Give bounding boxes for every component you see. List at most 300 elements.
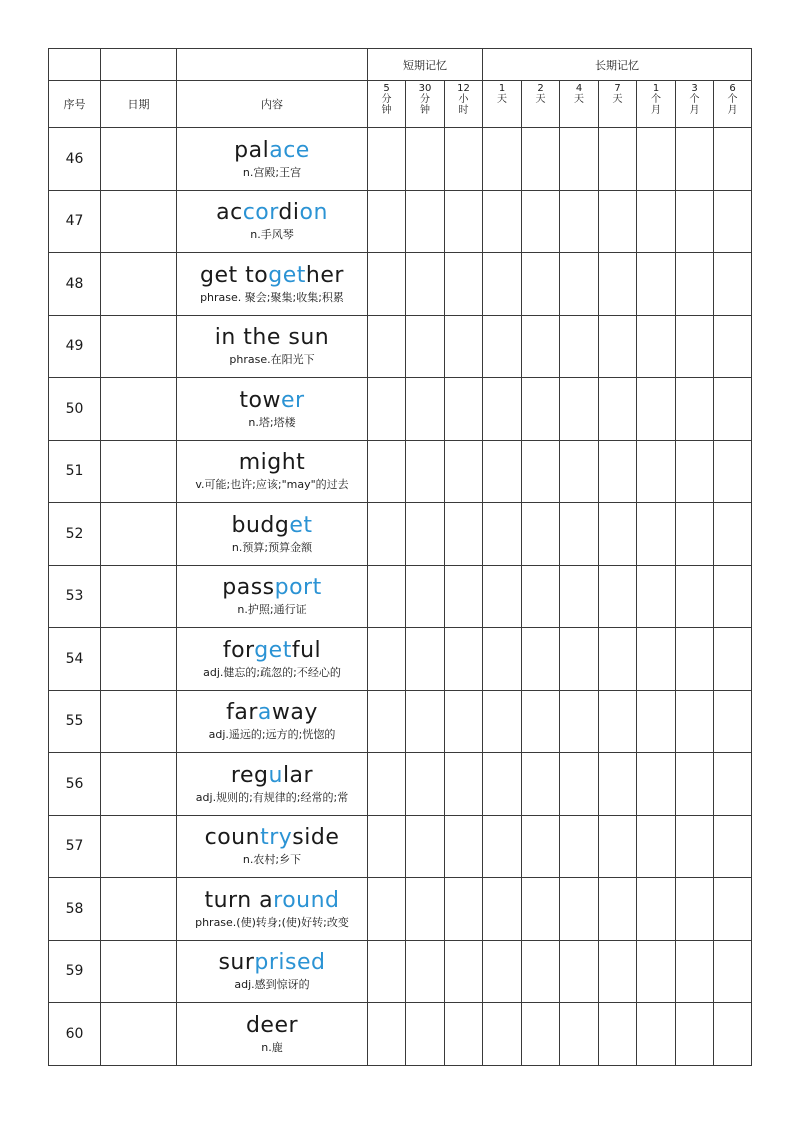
word-highlight-segment: get xyxy=(268,262,306,288)
review-check-cell[interactable] xyxy=(406,253,445,316)
review-check-cell[interactable] xyxy=(368,878,406,941)
review-check-cell[interactable] xyxy=(637,628,676,691)
word-highlight-segment: u xyxy=(268,762,283,788)
review-check-cell[interactable] xyxy=(483,753,522,816)
table-row xyxy=(49,815,752,878)
word-meaning: n.手风琴 xyxy=(250,228,294,242)
long-term-slot-header xyxy=(676,81,714,128)
review-check-cell[interactable] xyxy=(599,128,637,191)
table-row xyxy=(49,690,752,753)
date-cell[interactable] xyxy=(101,1003,177,1066)
short-term-slot-header xyxy=(406,81,445,128)
word-segment: get to xyxy=(200,262,269,288)
review-check-cell[interactable] xyxy=(445,1003,483,1066)
review-check-cell[interactable] xyxy=(406,753,445,816)
review-check-cell[interactable] xyxy=(714,690,752,753)
word-meaning: adj.感到惊讶的 xyxy=(234,978,310,992)
word-segment: way xyxy=(271,700,318,726)
word-segment: budg xyxy=(231,512,290,538)
slot-header-text: 天 xyxy=(535,94,546,105)
date-cell[interactable] xyxy=(101,878,177,941)
review-check-cell[interactable] xyxy=(445,315,483,378)
review-check-cell[interactable] xyxy=(676,565,714,628)
date-cell[interactable] xyxy=(101,503,177,566)
review-check-cell[interactable] xyxy=(676,440,714,503)
vocab-word xyxy=(177,700,367,726)
review-check-cell[interactable] xyxy=(406,440,445,503)
review-check-cell[interactable] xyxy=(676,190,714,253)
vocab-word xyxy=(177,763,367,789)
review-check-cell[interactable] xyxy=(522,815,560,878)
word-meaning: n.农村;乡下 xyxy=(242,853,302,867)
review-check-cell[interactable] xyxy=(676,628,714,691)
review-check-cell[interactable] xyxy=(406,190,445,253)
review-check-cell[interactable] xyxy=(445,503,483,566)
table-row xyxy=(49,940,752,1003)
slot-header-text: 12 xyxy=(457,83,470,94)
review-check-cell[interactable] xyxy=(483,565,522,628)
review-check-cell[interactable] xyxy=(599,753,637,816)
header-blank-content xyxy=(177,49,368,81)
word-segment: far xyxy=(226,700,258,726)
memory-review-table xyxy=(48,48,752,1066)
review-check-cell[interactable] xyxy=(637,253,676,316)
review-check-cell[interactable] xyxy=(483,440,522,503)
review-check-cell[interactable] xyxy=(483,815,522,878)
review-check-cell[interactable] xyxy=(368,815,406,878)
long-term-slot-header xyxy=(599,81,637,128)
row-index: 48 xyxy=(49,253,101,316)
date-cell[interactable] xyxy=(101,440,177,503)
slot-header-text: 3 xyxy=(691,83,698,94)
review-check-cell[interactable] xyxy=(637,378,676,441)
review-check-cell[interactable] xyxy=(676,1003,714,1066)
column-header-content: 内容 xyxy=(177,81,368,128)
word-meaning: phrase. 聚会;聚集;收集;积累 xyxy=(200,290,344,304)
review-check-cell[interactable] xyxy=(676,878,714,941)
content-cell xyxy=(177,878,368,941)
table-row xyxy=(49,378,752,441)
review-check-cell[interactable] xyxy=(637,753,676,816)
review-check-cell[interactable] xyxy=(483,628,522,691)
review-check-cell[interactable] xyxy=(368,753,406,816)
review-check-cell[interactable] xyxy=(599,565,637,628)
review-check-cell[interactable] xyxy=(522,690,560,753)
long-term-slot-header xyxy=(560,81,599,128)
long-term-slot-header xyxy=(714,81,752,128)
review-check-cell[interactable] xyxy=(522,315,560,378)
review-check-cell[interactable] xyxy=(676,690,714,753)
table-row xyxy=(49,128,752,191)
review-check-cell[interactable] xyxy=(522,753,560,816)
review-check-cell[interactable] xyxy=(522,940,560,1003)
review-check-cell[interactable] xyxy=(714,753,752,816)
table-row xyxy=(49,628,752,691)
review-check-cell[interactable] xyxy=(599,253,637,316)
word-segment: reg xyxy=(230,762,269,788)
review-check-cell[interactable] xyxy=(637,440,676,503)
review-check-cell[interactable] xyxy=(522,565,560,628)
review-check-cell[interactable] xyxy=(522,1003,560,1066)
review-check-cell[interactable] xyxy=(406,690,445,753)
review-check-cell[interactable] xyxy=(483,503,522,566)
review-check-cell[interactable] xyxy=(599,628,637,691)
review-check-cell[interactable] xyxy=(676,128,714,191)
table-row xyxy=(49,565,752,628)
review-check-cell[interactable] xyxy=(445,628,483,691)
review-check-cell[interactable] xyxy=(406,315,445,378)
slot-header-text: 4 xyxy=(575,83,583,94)
review-check-cell[interactable] xyxy=(676,315,714,378)
word-meaning: adj.遥远的;远方的;恍惚的 xyxy=(208,728,336,742)
slot-header-text: 7 xyxy=(614,83,621,94)
slot-header-text: 分 xyxy=(381,94,392,105)
review-check-cell[interactable] xyxy=(406,1003,445,1066)
row-index: 60 xyxy=(49,1003,101,1066)
review-check-cell[interactable] xyxy=(368,628,406,691)
content-cell xyxy=(177,628,368,691)
date-cell[interactable] xyxy=(101,565,177,628)
header-row-columns xyxy=(49,81,752,128)
review-check-cell[interactable] xyxy=(560,878,599,941)
slot-header-text: 天 xyxy=(497,94,507,105)
review-check-cell[interactable] xyxy=(406,128,445,191)
review-check-cell[interactable] xyxy=(368,440,406,503)
word-meaning: phrase.在阳光下 xyxy=(229,353,315,367)
review-check-cell[interactable] xyxy=(637,815,676,878)
word-highlight-segment: prised xyxy=(254,950,326,976)
review-check-cell[interactable] xyxy=(560,753,599,816)
review-check-cell[interactable] xyxy=(599,940,637,1003)
date-cell[interactable] xyxy=(101,253,177,316)
vocab-word xyxy=(177,263,367,289)
row-index: 49 xyxy=(49,315,101,378)
row-index: 57 xyxy=(49,815,101,878)
content-cell xyxy=(177,440,368,503)
review-check-cell[interactable] xyxy=(483,690,522,753)
short-term-slot-header xyxy=(445,81,483,128)
review-check-cell[interactable] xyxy=(714,878,752,941)
table-row xyxy=(49,878,752,941)
review-check-cell[interactable] xyxy=(637,1003,676,1066)
review-check-cell[interactable] xyxy=(483,253,522,316)
content-cell xyxy=(177,753,368,816)
review-check-cell[interactable] xyxy=(637,190,676,253)
word-meaning: adj.规则的;有规律的;经常的;常 xyxy=(195,790,349,804)
word-meaning: n.护照;通行证 xyxy=(237,603,307,617)
review-check-cell[interactable] xyxy=(714,815,752,878)
review-check-cell[interactable] xyxy=(445,128,483,191)
review-check-cell[interactable] xyxy=(445,940,483,1003)
vocab-word xyxy=(177,888,367,914)
review-check-cell[interactable] xyxy=(637,315,676,378)
review-check-cell[interactable] xyxy=(714,190,752,253)
word-meaning: v.可能;也许;应该;"may"的过去 xyxy=(195,478,349,492)
word-meaning: n.鹿 xyxy=(261,1040,283,1054)
review-check-cell[interactable] xyxy=(714,315,752,378)
long-term-slot-header xyxy=(483,81,522,128)
review-check-cell[interactable] xyxy=(445,378,483,441)
review-check-cell[interactable] xyxy=(522,503,560,566)
review-check-cell[interactable] xyxy=(714,940,752,1003)
row-index: 59 xyxy=(49,940,101,1003)
word-meaning: n.宫殿;王宫 xyxy=(242,165,302,179)
row-index: 47 xyxy=(49,190,101,253)
word-segment: in the sun xyxy=(214,325,330,351)
review-check-cell[interactable] xyxy=(522,253,560,316)
row-index: 54 xyxy=(49,628,101,691)
slot-header-text: 钟 xyxy=(381,105,392,116)
row-index: 53 xyxy=(49,565,101,628)
review-check-cell[interactable] xyxy=(522,190,560,253)
word-highlight-segment: on xyxy=(299,200,328,226)
content-cell xyxy=(177,378,368,441)
date-cell[interactable] xyxy=(101,128,177,191)
review-check-cell[interactable] xyxy=(445,440,483,503)
word-highlight-segment: er xyxy=(281,387,305,413)
word-meaning: phrase.(使)转身;(使)好转;改变 xyxy=(195,915,349,929)
word-segment: deer xyxy=(245,1012,299,1038)
vocab-word xyxy=(177,200,367,226)
vocab-word xyxy=(177,575,367,601)
review-check-cell[interactable] xyxy=(560,815,599,878)
row-index: 55 xyxy=(49,690,101,753)
review-check-cell[interactable] xyxy=(560,565,599,628)
slot-header-text: 1 xyxy=(498,83,506,94)
review-check-cell[interactable] xyxy=(599,503,637,566)
table-row xyxy=(49,253,752,316)
row-index: 58 xyxy=(49,878,101,941)
review-check-cell[interactable] xyxy=(406,503,445,566)
table-row xyxy=(49,753,752,816)
slot-header-text: 30 xyxy=(418,83,432,94)
slot-header-text: 5 xyxy=(383,83,390,94)
word-highlight-segment: a xyxy=(257,700,272,726)
slot-header-text: 月 xyxy=(651,105,661,116)
review-check-cell[interactable] xyxy=(445,753,483,816)
review-check-cell[interactable] xyxy=(560,628,599,691)
vocab-word xyxy=(177,450,367,476)
review-check-cell[interactable] xyxy=(599,878,637,941)
date-cell[interactable] xyxy=(101,378,177,441)
row-index: 50 xyxy=(49,378,101,441)
review-check-cell[interactable] xyxy=(637,503,676,566)
content-cell xyxy=(177,565,368,628)
vocab-word xyxy=(177,388,367,414)
short-term-header: 短期记忆 xyxy=(368,49,483,81)
vocab-word xyxy=(177,638,367,664)
word-segment: h xyxy=(305,262,321,288)
table-row xyxy=(49,1003,752,1066)
review-check-cell[interactable] xyxy=(676,503,714,566)
slot-header-text: 月 xyxy=(689,105,700,116)
slot-header-text: 时 xyxy=(458,105,469,116)
review-check-cell[interactable] xyxy=(368,940,406,1003)
word-segment: turn a xyxy=(204,887,274,913)
review-check-cell[interactable] xyxy=(714,253,752,316)
word-highlight-segment: get xyxy=(254,637,292,663)
review-check-cell[interactable] xyxy=(714,440,752,503)
row-index: 51 xyxy=(49,440,101,503)
table-row xyxy=(49,503,752,566)
review-check-cell[interactable] xyxy=(714,628,752,691)
review-check-cell[interactable] xyxy=(368,690,406,753)
review-check-cell[interactable] xyxy=(522,440,560,503)
review-check-cell[interactable] xyxy=(368,378,406,441)
long-term-slot-header xyxy=(637,81,676,128)
column-header-index: 序号 xyxy=(49,81,101,128)
word-segment: ac xyxy=(216,200,243,226)
review-check-cell[interactable] xyxy=(560,128,599,191)
review-check-cell[interactable] xyxy=(560,190,599,253)
slot-header-text: 钟 xyxy=(420,105,430,116)
review-check-cell[interactable] xyxy=(445,253,483,316)
content-cell xyxy=(177,503,368,566)
review-check-cell[interactable] xyxy=(368,565,406,628)
date-cell[interactable] xyxy=(101,753,177,816)
row-index: 46 xyxy=(49,128,101,191)
date-cell[interactable] xyxy=(101,315,177,378)
word-highlight-segment: round xyxy=(273,887,340,913)
content-cell xyxy=(177,690,368,753)
review-check-cell[interactable] xyxy=(368,190,406,253)
review-check-cell[interactable] xyxy=(599,190,637,253)
word-segment: er xyxy=(320,262,344,288)
review-check-cell[interactable] xyxy=(560,378,599,441)
review-check-cell[interactable] xyxy=(522,128,560,191)
slot-header-text: 个 xyxy=(727,94,738,105)
review-check-cell[interactable] xyxy=(368,128,406,191)
review-check-cell[interactable] xyxy=(599,440,637,503)
review-check-cell[interactable] xyxy=(676,378,714,441)
review-check-cell[interactable] xyxy=(522,628,560,691)
content-cell xyxy=(177,1003,368,1066)
review-check-cell[interactable] xyxy=(483,940,522,1003)
column-header-date: 日期 xyxy=(101,81,177,128)
header-blank-index xyxy=(49,49,101,81)
review-check-cell[interactable] xyxy=(676,253,714,316)
word-segment: might xyxy=(238,450,306,476)
review-check-cell[interactable] xyxy=(560,940,599,1003)
review-check-cell[interactable] xyxy=(483,128,522,191)
review-check-cell[interactable] xyxy=(445,565,483,628)
word-segment: tow xyxy=(239,387,281,413)
review-check-cell[interactable] xyxy=(406,628,445,691)
content-cell xyxy=(177,815,368,878)
review-check-cell[interactable] xyxy=(406,815,445,878)
content-cell xyxy=(177,128,368,191)
review-check-cell[interactable] xyxy=(445,690,483,753)
review-check-cell[interactable] xyxy=(560,1003,599,1066)
review-check-cell[interactable] xyxy=(406,878,445,941)
review-check-cell[interactable] xyxy=(406,378,445,441)
review-check-cell[interactable] xyxy=(637,690,676,753)
word-segment: for xyxy=(222,637,255,663)
review-check-cell[interactable] xyxy=(599,1003,637,1066)
header-blank-date xyxy=(101,49,177,81)
slot-header-text: 个 xyxy=(689,94,700,105)
review-check-cell[interactable] xyxy=(445,190,483,253)
review-check-cell[interactable] xyxy=(637,940,676,1003)
row-index: 56 xyxy=(49,753,101,816)
review-check-cell[interactable] xyxy=(676,753,714,816)
review-check-cell[interactable] xyxy=(445,878,483,941)
slot-header-text: 小 xyxy=(458,94,469,105)
date-cell[interactable] xyxy=(101,628,177,691)
date-cell[interactable] xyxy=(101,940,177,1003)
review-check-cell[interactable] xyxy=(560,315,599,378)
word-segment: sur xyxy=(218,950,255,976)
review-check-cell[interactable] xyxy=(368,253,406,316)
review-check-cell[interactable] xyxy=(560,253,599,316)
review-check-cell[interactable] xyxy=(676,815,714,878)
word-segment: pal xyxy=(234,137,270,163)
word-segment: di xyxy=(278,200,300,226)
word-segment: ful xyxy=(291,637,322,663)
word-highlight-segment: ace xyxy=(269,137,310,163)
slot-header-text: 个 xyxy=(651,94,661,105)
review-check-cell[interactable] xyxy=(483,378,522,441)
review-check-cell[interactable] xyxy=(714,503,752,566)
date-cell[interactable] xyxy=(101,815,177,878)
review-check-cell[interactable] xyxy=(637,128,676,191)
slot-header-text: 1 xyxy=(652,83,660,94)
review-check-cell[interactable] xyxy=(483,1003,522,1066)
slot-header-text: 天 xyxy=(574,94,584,105)
review-check-cell[interactable] xyxy=(599,690,637,753)
table-row xyxy=(49,440,752,503)
review-check-cell[interactable] xyxy=(714,378,752,441)
long-term-header: 长期记忆 xyxy=(483,49,752,81)
review-check-cell[interactable] xyxy=(368,315,406,378)
long-term-slot-header xyxy=(522,81,560,128)
review-check-cell[interactable] xyxy=(599,378,637,441)
review-check-cell[interactable] xyxy=(560,440,599,503)
word-segment: side xyxy=(292,825,340,851)
word-segment: lar xyxy=(282,762,314,788)
review-check-cell[interactable] xyxy=(599,315,637,378)
review-check-cell[interactable] xyxy=(445,815,483,878)
review-check-cell[interactable] xyxy=(406,940,445,1003)
date-cell[interactable] xyxy=(101,190,177,253)
vocab-word xyxy=(177,138,367,164)
review-check-cell[interactable] xyxy=(637,878,676,941)
review-check-cell[interactable] xyxy=(522,378,560,441)
review-check-cell[interactable] xyxy=(483,190,522,253)
review-check-cell[interactable] xyxy=(599,815,637,878)
word-meaning: n.塔;塔楼 xyxy=(248,415,296,429)
review-check-cell[interactable] xyxy=(714,1003,752,1066)
review-check-cell[interactable] xyxy=(483,315,522,378)
review-check-cell[interactable] xyxy=(406,565,445,628)
review-check-cell[interactable] xyxy=(676,940,714,1003)
short-term-slot-header xyxy=(368,81,406,128)
slot-header-text: 分 xyxy=(420,94,430,105)
review-check-cell[interactable] xyxy=(560,503,599,566)
review-check-cell[interactable] xyxy=(714,128,752,191)
vocab-word xyxy=(177,325,367,351)
review-check-cell[interactable] xyxy=(368,503,406,566)
date-cell[interactable] xyxy=(101,690,177,753)
table-row xyxy=(49,190,752,253)
review-check-cell[interactable] xyxy=(483,878,522,941)
review-check-cell[interactable] xyxy=(368,1003,406,1066)
review-check-cell[interactable] xyxy=(560,690,599,753)
review-check-cell[interactable] xyxy=(522,878,560,941)
review-check-cell[interactable] xyxy=(637,565,676,628)
review-check-cell[interactable] xyxy=(714,565,752,628)
word-highlight-segment: port xyxy=(274,575,322,601)
